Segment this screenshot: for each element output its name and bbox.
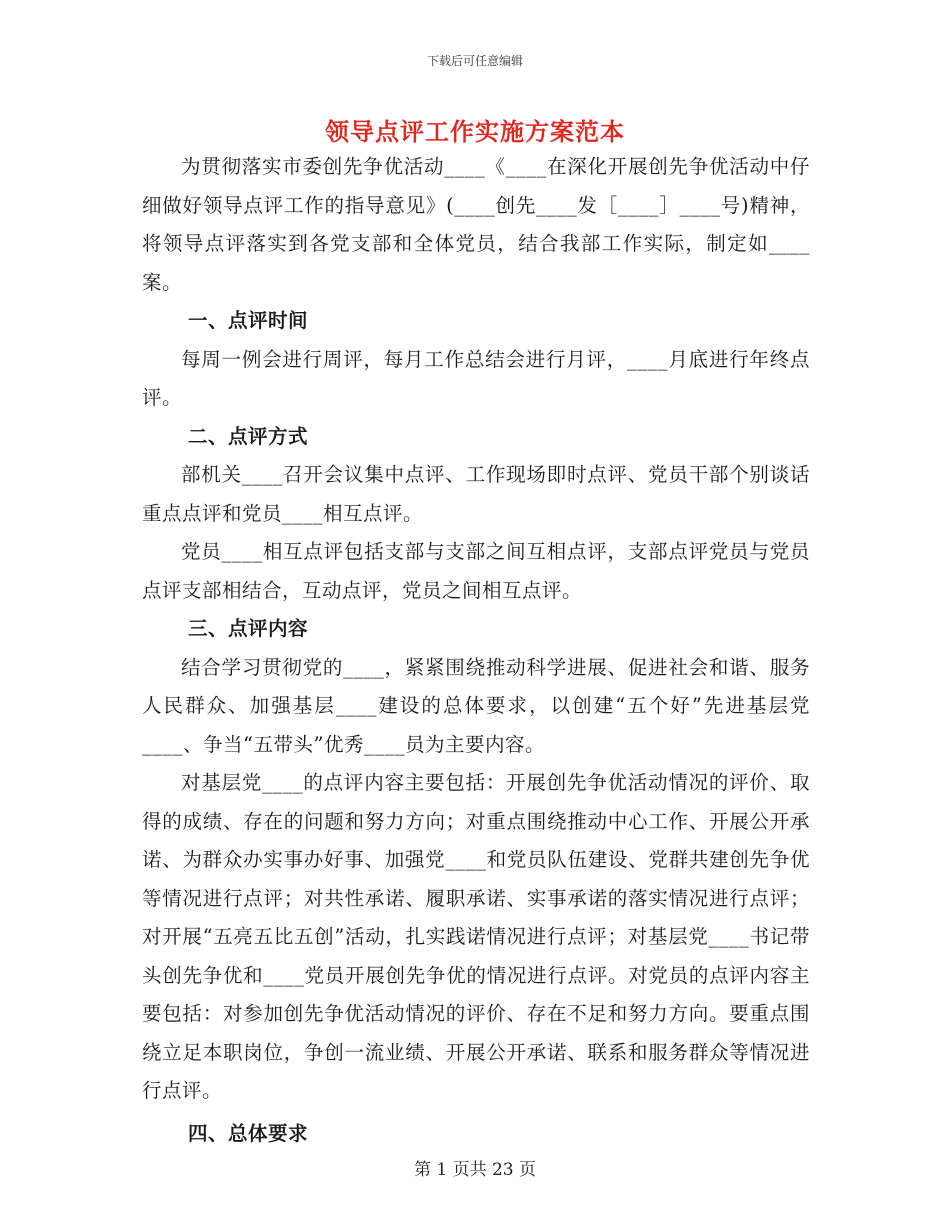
section-time-paragraph: 每周一例会进行周评，每月工作总结会进行月评，____月底进行年终点评。 xyxy=(142,347,810,409)
section-content-paragraph-1: 结合学习贯彻党的____，紧紧围绕推动科学进展、促进社会和谐、服务人民群众、加强基层____建设的总体要求，以创建“五个好”先进基层党____、争当“五带头”优秀____员为主要内容。 xyxy=(142,655,810,756)
section-heading-method: 二、点评方式 xyxy=(188,424,309,448)
section-heading-content: 三、点评内容 xyxy=(188,617,309,640)
page-header-note: 下载后可任意编辑 xyxy=(426,54,523,68)
section-method-paragraph-2: 党员____相互点评包括支部与支部之间互相点评，支部点评党员与党员点评支部相结合，互动点评，党员之间相互点评。 xyxy=(142,540,810,602)
section-heading-time: 一、点评时间 xyxy=(188,309,309,332)
intro-paragraph: 为贯彻落实市委创先争优活动____《____在深化开展创先争优活动中仔细做好领导点评工作的指导意见》(____创先____发［____］____号)精神，将领导点评落实到各党支部和全体党员，结合我部工作实际，制定如____案。 xyxy=(142,155,810,294)
section-method-paragraph-1: 部机关____召开会议集中点评、工作现场即时点评、党员干部个别谈话重点点评和党员____相互点评。 xyxy=(142,463,810,525)
document-title: 领导点评工作实施方案范本 xyxy=(325,117,625,146)
section-content-paragraph-2: 对基层党____的点评内容主要包括：开展创先争优活动情况的评价、取得的成绩、存在的问题和努力方向；对重点围绕推动中心工作、开展公开承诺、为群众办实事办好事、加强党____和党员队伍建设、党群共建创先争优等情况进行点评；对共性承诺、履职承诺、实事承诺的落实情况进行点评；对开展“五亮五比五创”活动，扎实践诺情况进行点评；对基层党____书记带头创先争优和____党员开展创先争优的情况进行点评。对党员的点评内容主要包括：对参加创先争优活动情况的评价、存在不足和努力方向。要重点围绕立足本职岗位，争创一流业绩、开展公开承诺、联系和服务群众等情况进行点评。 xyxy=(142,771,810,1102)
document-body xyxy=(142,148,810,1153)
section-heading-requirements: 四、总体要求 xyxy=(188,1121,309,1145)
page-number: 第 1 页共 23 页 xyxy=(413,1160,537,1180)
